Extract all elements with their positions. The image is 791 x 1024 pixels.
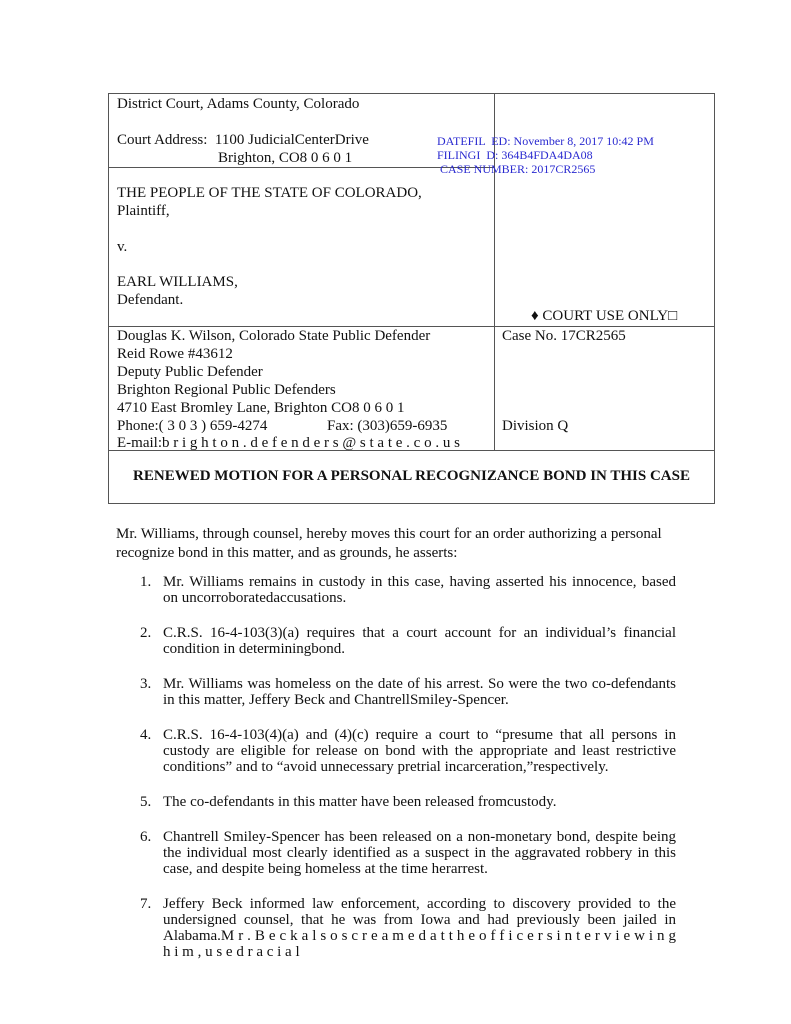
filing-stamp-line1: DATEFIL ED: November 8, 2017 10:42 PM (437, 134, 654, 148)
list-item (116, 794, 676, 810)
item-number: 6. (140, 829, 152, 845)
attorney-line5: 4710 East Bromley Lane, Brighton CO8 0 6 0 1 (117, 400, 405, 416)
defendant-role: Defendant. (117, 292, 184, 308)
item-text: C.R.S. 16-4-103(3)(a) requires that a court account for an individual’s financial condition in determiningbond. (163, 625, 676, 657)
item-number: 3. (140, 676, 152, 692)
item-number: 2. (140, 625, 152, 641)
case-number: Case No. 17CR2565 (502, 328, 626, 344)
court-use-only: ♦ COURT USE ONLY□ (531, 308, 678, 324)
attorney-phone: Phone:( 3 0 3 ) 659-4274 (117, 418, 268, 434)
item-text: Mr. Williams was homeless on the date of his arrest. So were the two co-defendants in this matter, Jeffery Beck and ChantrellSmiley-Spencer. (163, 676, 676, 708)
list-item (116, 676, 676, 708)
item-number: 1. (140, 574, 152, 590)
list-item (116, 896, 676, 960)
item-number: 5. (140, 794, 152, 810)
versus: v. (117, 239, 128, 255)
filing-stamp-line2: FILINGI D: 364B4FDA4DA08 (437, 148, 593, 162)
attorney-line4: Brighton Regional Public Defenders (117, 382, 336, 398)
grounds-list (116, 574, 676, 960)
filing-stamp-line3: CASE NUMBER: 2017CR2565 (440, 162, 596, 176)
list-item (116, 727, 676, 775)
item-text: Jeffery Beck informed law enforcement, according to discovery provided to the undersigned counsel, that he was from Iowa and had previously been jailed in Alabama.M r . B e c k a l s o s c r e a m e d a t t h e o f f i c e r s i n t e r v i e w i n g h i m , u s e d r a c i a l (163, 896, 676, 960)
motion-title: RENEWED MOTION FOR A PERSONAL RECOGNIZANCE BOND IN THIS CASE (133, 468, 690, 484)
item-text: The co-defendants in this matter have been released fromcustody. (163, 794, 557, 810)
intro-paragraph: Mr. Williams, through counsel, hereby moves this court for an order authorizing a personal recognize bond in this matter, and as grounds, he asserts: (116, 526, 662, 561)
item-number: 4. (140, 727, 152, 743)
list-item (116, 625, 676, 657)
plaintiff-name: THE PEOPLE OF THE STATE OF COLORADO, (117, 185, 422, 201)
item-number: 7. (140, 896, 152, 912)
plaintiff-role: Plaintiff, (117, 203, 170, 219)
list-item (116, 829, 676, 877)
item-text: Chantrell Smiley-Spencer has been released on a non-monetary bond, despite being the individual most clearly identified as a suspect in the aggravated robbery in this case, and despite being homeless at the time herarrest. (163, 829, 676, 877)
caption-divider-1 (109, 167, 494, 168)
division: Division Q (502, 418, 569, 434)
list-item (116, 574, 676, 606)
item-text: C.R.S. 16-4-103(4)(a) and (4)(c) require a court to “presume that all persons in custody are eligible for release on bond with the appropriate and least restrictive conditions” and to “avoid unnecessary pretrial incarceration,”respectively. (163, 727, 676, 775)
attorney-line2: Reid Rowe #43612 (117, 346, 233, 362)
attorney-fax: Fax: (303)659-6935 (327, 418, 448, 434)
defendant-name: EARL WILLIAMS, (117, 274, 238, 290)
court-address-line2: Brighton, CO8 0 6 0 1 (218, 150, 353, 166)
court-name: District Court, Adams County, Colorado (117, 96, 360, 112)
item-text: Mr. Williams remains in custody in this case, having asserted his innocence, based on uncorroboratedaccusations. (163, 574, 676, 606)
attorney-line3: Deputy Public Defender (117, 364, 263, 380)
attorney-email: E-mail:b r i g h t o n . d e f e n d e r s @ s t a t e . c o . u s (117, 435, 460, 451)
attorney-line1: Douglas K. Wilson, Colorado State Public Defender (117, 328, 431, 344)
court-address-line1: Court Address: 1100 JudicialCenterDrive (117, 132, 369, 148)
case-caption-box (108, 93, 715, 504)
